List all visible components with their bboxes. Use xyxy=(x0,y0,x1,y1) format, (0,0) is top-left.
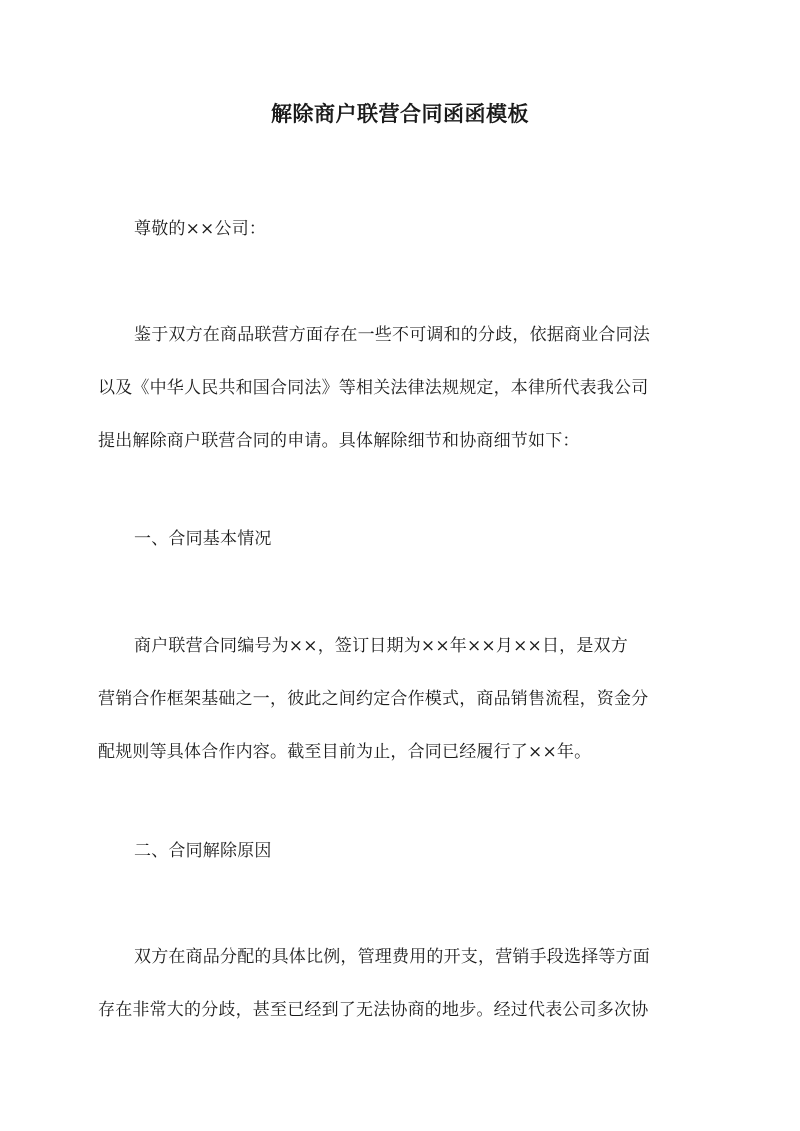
salutation-text: 尊敬的××公司： xyxy=(134,219,267,239)
intro-line-1: 鉴于双方在商品联营方面存在一些不可调和的分歧，依据商业合同法 xyxy=(134,325,650,345)
section2-line-1: 双方在商品分配的具体比例，管理费用的开支，营销手段选择等方面 xyxy=(134,947,650,967)
section1-line-3: 配规则等具体合作内容。截至目前为止，合同已经履行了××年。 xyxy=(98,742,592,762)
section2-heading-text: 二、合同解除原因 xyxy=(134,841,272,861)
section1-paragraph xyxy=(98,620,710,779)
section2-paragraph xyxy=(98,931,710,1037)
section2-heading xyxy=(98,825,710,878)
section1-heading xyxy=(98,513,710,566)
section1-line-2: 营销合作框架基础之一，彼此之间约定合作模式，商品销售流程，资金分 xyxy=(98,689,649,709)
section2-line-2: 存在非常大的分歧，甚至已经到了无法协商的地步。经过代表公司多次协 xyxy=(98,1000,649,1020)
intro-line-2: 以及《中华人民共和国合同法》等相关法律法规规定，本律所代表我公司 xyxy=(98,378,649,398)
intro-line-3: 提出解除商户联营合同的申请。具体解除细节和协商细节如下： xyxy=(98,431,580,451)
intro-paragraph xyxy=(98,309,710,468)
section1-heading-text: 一、合同基本情况 xyxy=(134,529,272,549)
salutation xyxy=(98,203,710,256)
document-title: 解除商户联营合同函函模板 xyxy=(271,101,529,126)
section1-line-1: 商户联营合同编号为××，签订日期为××年××月××日，是双方 xyxy=(134,636,628,656)
